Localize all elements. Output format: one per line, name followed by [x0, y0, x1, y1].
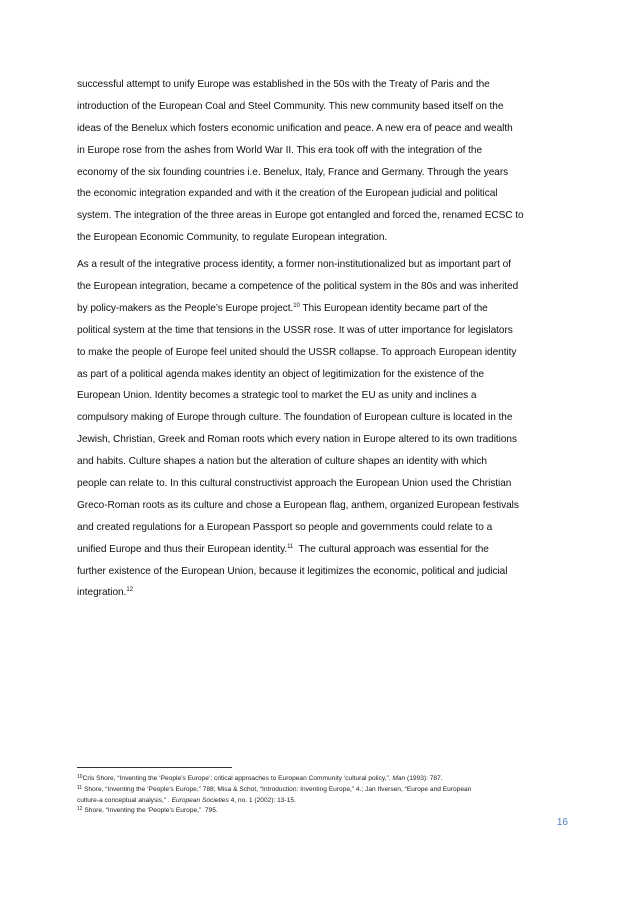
text-line: and created regulations for a European Passport so people and governments could relate to a — [77, 521, 493, 533]
text-line — [77, 539, 563, 561]
footnote-italic: European Societies — [171, 796, 229, 804]
text-line: in Europe rose from the ashes from World War II. This era took off with the integration of the — [77, 144, 483, 156]
footnote-10 — [77, 774, 567, 785]
body-text — [77, 74, 563, 604]
text-line — [77, 298, 563, 320]
footnote-separator — [77, 767, 232, 768]
footnote-text: culture-a conceptual analysis,” . — [77, 796, 172, 804]
text-line — [77, 582, 563, 604]
footnote-text: Shore, “Inventing the ‘People’s Europe,” 788; Misa & Schot, “Introduction: Inventing Europe,” 4.; Jan Ifversen, “Europe and European — [82, 785, 472, 793]
footnote-text: 4, no. 1 (2002): 13-15. — [228, 796, 296, 804]
text-line: successful attempt to unify Europe was established in the 50s with the Treaty of Paris and the — [77, 79, 490, 90]
text-segment: This European identity became part of the — [299, 302, 488, 314]
text-line: Greco-Roman roots as its culture and chose a European flag, anthem, organized European festivals — [77, 499, 519, 511]
text-segment: The cultural approach was essential for the — [293, 543, 489, 555]
paragraph-1 — [77, 74, 563, 249]
text-line: to make the people of Europe feel united should the USSR collapse. To approach European identity — [77, 346, 517, 358]
text-line: further existence of the European Union, because it legitimizes the economic, political and judicial — [77, 565, 508, 577]
footnote-text: (1993): 787. — [405, 775, 443, 782]
text-line: and habits. Culture shapes a nation but the alteration of culture shapes an identity with which — [77, 456, 487, 468]
text-line: Jewish, Christian, Greek and Roman roots which every nation in Europe altered to its own traditions — [77, 434, 517, 446]
footnote-italic: Man — [392, 775, 406, 782]
footnote-12 — [77, 806, 567, 817]
text-line: compulsory making of Europe through culture. The foundation of European culture is located in the — [77, 412, 513, 424]
footnote-number: 12 — [77, 806, 83, 813]
footnote-number: 10 — [77, 774, 83, 780]
footnote-ref-12[interactable]: 12 — [126, 587, 133, 594]
text-line: the economic integration expanded and with it the creation of the European judicial and political — [77, 188, 498, 200]
text-line: political system at the time that tensions in the USSR rose. It was of utter importance for legislators — [77, 324, 513, 336]
text-line: As a result of the integrative process identity, a former non-institutionalized but as important part of — [77, 259, 511, 271]
text-line: ideas of the Benelux which fosters economic unification and peace. A new era of peace and wealth — [77, 122, 513, 134]
text-segment: integration. — [77, 587, 127, 599]
footnote-11-continued — [77, 796, 567, 807]
footnote-11 — [77, 785, 567, 796]
text-line: the European integration, became a competence of the political system in the 80s and was inherited — [77, 281, 519, 293]
text-line: European Union. Identity becomes a strategic tool to market the EU as unity and inclines a — [77, 390, 477, 402]
footnote-text: Cris Shore, “Inventing the ‘People’s Europe’: critical approaches to European Community ‘cultural policy,”. — [82, 775, 393, 782]
text-line: people can relate to. In this cultural constructivist approach the European Union used the Christian — [77, 478, 512, 490]
text-line: introduction of the European Coal and Steel Community. This new community based itself on the — [77, 100, 504, 112]
text-line: system. The integration of the three areas in Europe got entangled and forced the, renamed ECSC to — [77, 210, 524, 222]
footnote-number: 11 — [77, 784, 83, 791]
text-line: the European Economic Community, to regulate European integration. — [77, 232, 388, 244]
footnote-ref-11[interactable]: 11 — [287, 543, 294, 550]
text-line: economy of the six founding countries i.e. Benelux, Italy, France and Germany. Through the years — [77, 166, 509, 178]
text-segment: unified Europe and thus their European identity. — [77, 543, 288, 555]
text-segment: by policy-makers as the People’s Europe project. — [77, 302, 294, 314]
page-number: 16 — [556, 817, 568, 828]
text-line: as part of a political agenda makes identity an object of legitimization for the existence of the — [77, 368, 484, 380]
footnotes — [77, 774, 567, 817]
footnote-text: Shore, “Inventing the ‘People’s Europe,” 795. — [82, 807, 218, 815]
footnote-ref-10[interactable]: 10 — [293, 302, 300, 309]
paragraph-2 — [77, 254, 563, 604]
